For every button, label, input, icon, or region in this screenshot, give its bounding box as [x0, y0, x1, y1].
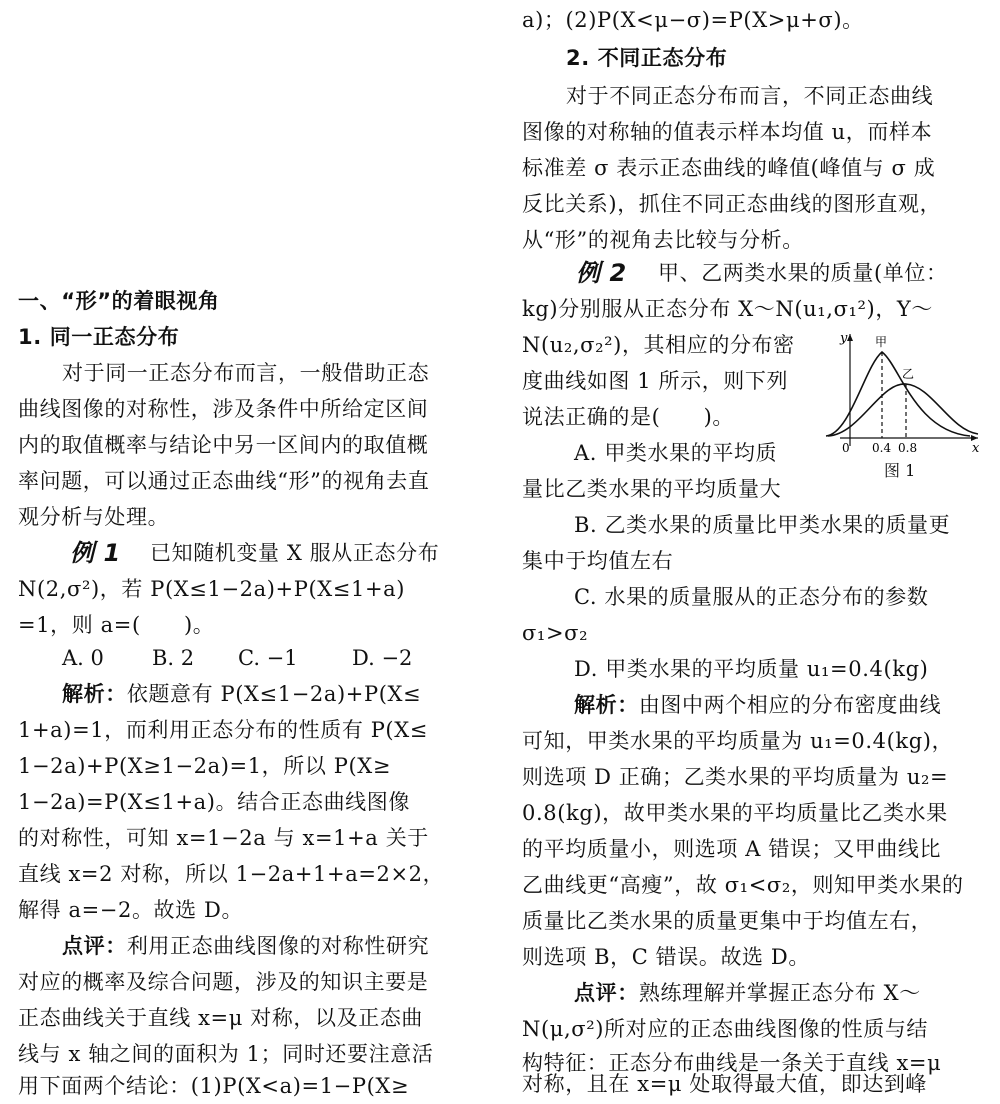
- choice-a: A. 0: [62, 646, 104, 670]
- comment-1-line: 正态曲线关于直线 x=μ 对称，以及正态曲: [18, 1006, 424, 1030]
- para-line: 反比关系)，抓住不同正态曲线的图形直观，: [522, 192, 942, 216]
- solution-2-line: 可知，甲类水果的平均质量为 u₁=0.4(kg)，: [522, 729, 954, 753]
- para-line: 标准差 σ 表示正态曲线的峰值(峰值与 σ 成: [522, 156, 936, 180]
- solution-1-line: 的对称性，可知 x=1−2a 与 x=1+a 关于: [18, 826, 429, 850]
- choice-b: B. 2: [152, 646, 195, 670]
- option-c-line: C. 水果的质量服从的正态分布的参数: [574, 585, 929, 609]
- para-line: 内的取值概率与结论中另一区间内的取值概: [18, 433, 429, 457]
- figure-caption: 图 1: [884, 461, 916, 480]
- option-c-line: σ₁>σ₂: [522, 621, 589, 645]
- option-b-line: 集中于均值左右: [522, 549, 674, 573]
- y-axis-arrow: [847, 334, 853, 341]
- solution-2-line: 的平均质量小，则选项 A 错误；又甲曲线比: [522, 837, 942, 861]
- option-d-line: D. 甲类水果的平均质量 u₁=0.4(kg): [574, 657, 929, 681]
- solution-2-line: 质量比乙类水果的质量更集中于均值左右，: [522, 909, 933, 933]
- origin-label: 0: [842, 441, 850, 455]
- para-line: 观分析与处理。: [18, 505, 170, 529]
- option-a-line: 量比乙类水果的平均质量大: [522, 477, 782, 501]
- example-label: 例 2: [576, 259, 627, 287]
- example-2-label: [576, 255, 627, 292]
- subheading-same-distribution: 1. 同一正态分布: [18, 325, 180, 349]
- comment-label: 点评：: [574, 981, 639, 1005]
- example-label: 例 1: [70, 539, 121, 567]
- comment-text: 利用正态曲线图像的对称性研究: [126, 934, 430, 958]
- solution-2-line: 乙曲线更“高瘦”，故 σ₁<σ₂，则知甲类水果的: [522, 873, 964, 897]
- comment-1-first-line: [62, 928, 429, 964]
- example-1-label: [70, 535, 121, 572]
- solution-label: 解析：: [62, 682, 127, 706]
- comment-2-line: 构特征：正态分布曲线是一条关于直线 x=μ: [522, 1051, 942, 1075]
- section-heading: 一、“形”的着眼视角: [18, 289, 220, 313]
- comment-2-line: 对称，且在 x=μ 处取得最大值，即达到峰: [522, 1072, 928, 1096]
- para-line: 对于同一正态分布而言，一般借助正态: [62, 361, 430, 385]
- continued-line: a)；(2)P(X<μ−σ)=P(X>μ+σ)。: [522, 8, 864, 32]
- curve-label-jia: 甲: [875, 335, 888, 349]
- solution-1-line: 1−2a)=P(X≤1+a)。结合正态曲线图像: [18, 790, 410, 814]
- comment-2-first-line: [574, 975, 921, 1011]
- comment-label: 点评：: [62, 934, 127, 958]
- comment-1-line: 线与 x 轴之间的面积为 1；同时还要注意活: [18, 1042, 434, 1066]
- example-2-line: 度曲线如图 1 所示，则下列: [522, 369, 789, 393]
- subheading-different-distribution: 2. 不同正态分布: [566, 46, 728, 70]
- comment-1-line: 对应的概率及综合问题，涉及的知识主要是: [18, 970, 429, 994]
- para-line: 图像的对称轴的值表示样本均值 u，而样本: [522, 120, 933, 144]
- solution-1-line: 1−2a)+P(X≥1−2a)=1，所以 P(X≥: [18, 754, 392, 778]
- choice-d: D. −2: [352, 646, 413, 670]
- example-1-line: N(2,σ²)，若 P(X≤1−2a)+P(X≤1+a): [18, 577, 406, 601]
- solution-label: 解析：: [574, 693, 639, 717]
- solution-2-line: 则选项 D 正确；乙类水果的平均质量为 u₂=: [522, 765, 949, 789]
- y-axis-label: y: [840, 331, 848, 346]
- curve-label-yi: 乙: [902, 367, 915, 381]
- comment-2-line: N(μ,σ²)所对应的正态曲线图像的性质与结: [522, 1017, 929, 1041]
- solution-2-first-line: [574, 687, 941, 723]
- solution-2-line: 则选项 B，C 错误。故选 D。: [522, 945, 810, 969]
- para-line: 对于不同正态分布而言，不同正态曲线: [566, 84, 934, 108]
- example-2-line: kg)分别服从正态分布 X～N(u₁,σ₁²)，Y～: [522, 297, 933, 321]
- para-line: 从“形”的视角去比较与分析。: [522, 228, 804, 252]
- solution-text: 由图中两个相应的分布密度曲线: [638, 693, 942, 717]
- curve-jia: [826, 352, 970, 436]
- choice-c: C. −1: [238, 646, 298, 670]
- example-2-line: 说法正确的是( )。: [522, 405, 734, 429]
- tick-label-0-8: 0.8: [898, 441, 918, 455]
- solution-1-first-line: [62, 676, 421, 712]
- x-axis-label: x: [972, 441, 980, 456]
- option-a-line: A. 甲类水果的平均质: [574, 441, 778, 465]
- example-1-line: 已知随机变量 X 服从正态分布: [150, 541, 440, 565]
- solution-1-line: 直线 x=2 对称，所以 1−2a+1+a=2×2，: [18, 862, 445, 886]
- example-2-line: 甲、乙两类水果的质量(单位：: [658, 261, 948, 285]
- option-b-line: B. 乙类水果的质量比甲类水果的质量更: [574, 513, 951, 537]
- comment-text: 熟练理解并掌握正态分布 X～: [638, 981, 921, 1005]
- para-line: 曲线图像的对称性，涉及条件中所给定区间: [18, 397, 429, 421]
- example-1-line: =1，则 a=( )。: [18, 613, 215, 637]
- tick-label-0-4: 0.4: [872, 441, 892, 455]
- para-line: 率问题，可以通过正态曲线“形”的视角去直: [18, 469, 430, 493]
- example-2-line: N(u₂,σ₂²)，其相应的分布密: [522, 333, 795, 357]
- solution-1-line: 1+a)=1，而利用正态分布的性质有 P(X≤: [18, 718, 428, 742]
- solution-text: 依题意有 P(X≤1−2a)+P(X≤: [126, 682, 422, 706]
- example-1-choices: [62, 640, 462, 676]
- solution-1-line: 解得 a=−2。故选 D。: [18, 898, 244, 922]
- comment-1-line: 用下面两个结论：(1)P(X<a)=1−P(X≥: [18, 1074, 410, 1098]
- solution-2-line: 0.8(kg)，故甲类水果的平均质量比乙类水果: [522, 801, 948, 825]
